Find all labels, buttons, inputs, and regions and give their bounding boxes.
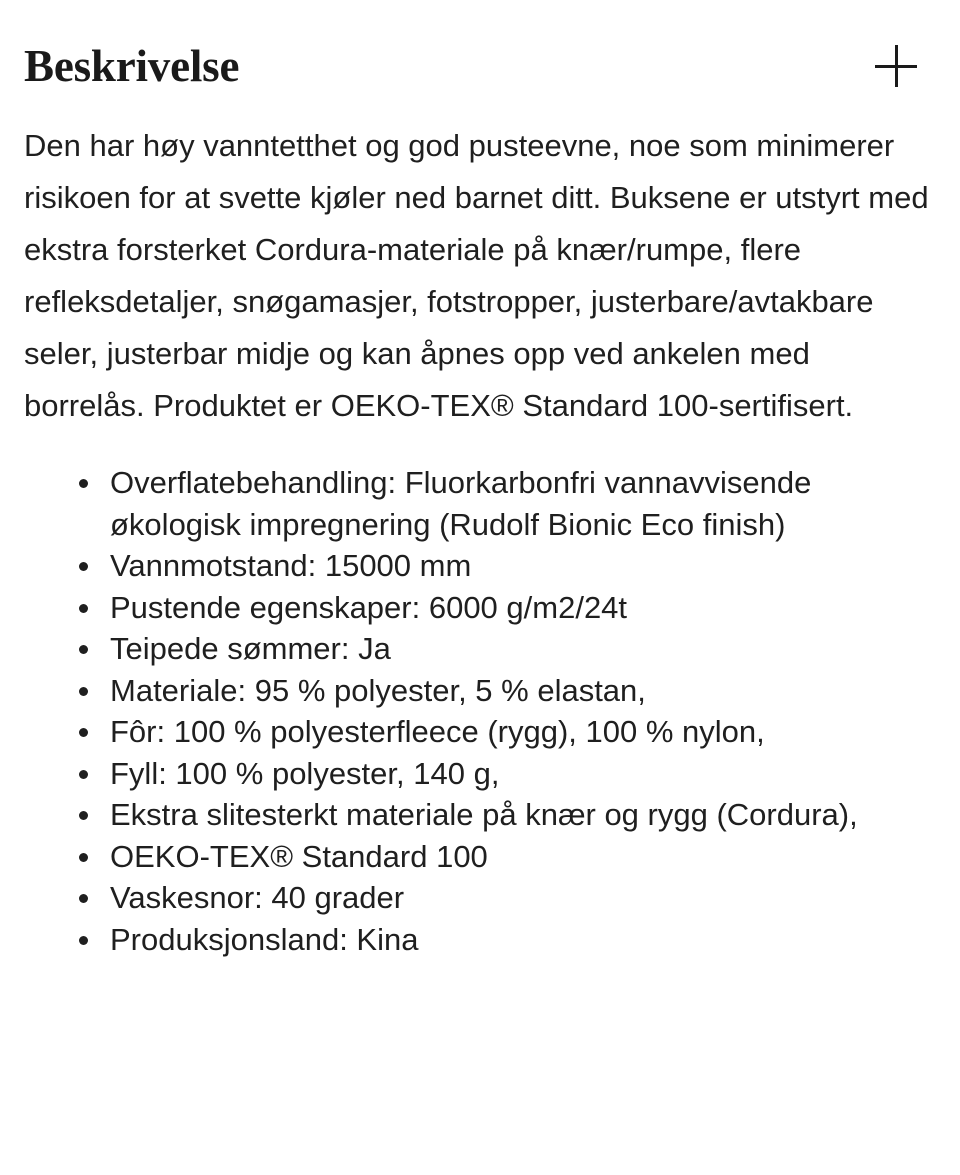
list-item <box>24 628 936 670</box>
list-item <box>24 545 936 587</box>
list-item-label: Overflatebehandling: Fluorkarbonfri vannavvisende økologisk impregnering (Rudolf Bionic Eco finish) <box>110 465 812 542</box>
bullet-icon <box>79 770 88 779</box>
list-item-label: Ekstra slitesterkt materiale på knær og rygg (Cordura), <box>110 797 858 832</box>
list-item-label: Teipede sømmer: Ja <box>110 631 391 666</box>
list-item-label: Produksjonsland: Kina <box>110 921 419 957</box>
list-item-label: OEKO-TEX® Standard 100 <box>110 838 488 874</box>
bullet-icon <box>79 645 88 654</box>
bullet-icon <box>79 728 88 737</box>
description-paragraphs <box>24 120 936 432</box>
bullet-icon <box>79 894 88 903</box>
list-item <box>24 670 936 712</box>
page-title: Beskrivelse <box>24 40 240 91</box>
accordion-header-beskrivelse[interactable] <box>24 0 936 118</box>
list-item-label: Vannmotstand: 15000 mm <box>110 548 472 583</box>
bullet-icon <box>79 811 88 820</box>
bullet-icon <box>79 479 88 488</box>
description-paragraph: Den har høy vanntetthet og god pusteevne, noe som minimerer risikoen for at svette kjøler ned barnet ditt. Buksene er utstyrt med ekstra forsterket Cordura-materiale på knær/rumpe, flere refleksdetaljer, snøgamasjer, fotstropper, justerbare/avtakbare seler, justerbar midje og kan åpnes opp ved ankelen med borrelås. Produktet er OEKO-TEX® Standard 100-sertifisert. <box>24 128 929 423</box>
list-item <box>24 587 936 629</box>
list-item-label: Vaskesnor: 40 grader <box>110 880 405 915</box>
accordion-toggle-button[interactable] <box>868 38 924 94</box>
bullet-icon <box>79 687 88 696</box>
bullet-icon <box>79 604 88 613</box>
list-item <box>24 753 936 795</box>
list-item-label: Fôr: 100 % polyesterfleece (rygg), 100 % nylon, <box>110 714 765 749</box>
list-item-label: Fyll: 100 % polyester, 140 g, <box>110 755 500 791</box>
list-item <box>24 462 936 545</box>
accordion-content <box>24 118 936 960</box>
list-item-label: Pustende egenskaper: 6000 g/m2/24t <box>110 589 628 625</box>
bullet-icon <box>79 562 88 571</box>
list-item <box>24 836 936 878</box>
list-item <box>24 877 936 919</box>
bullet-icon <box>79 853 88 862</box>
list-item-label: Materiale: 95 % polyester, 5 % elastan, <box>110 672 646 708</box>
plus-icon <box>875 45 917 87</box>
list-item <box>24 711 936 753</box>
specification-list <box>24 462 936 960</box>
list-item <box>24 794 936 836</box>
bullet-icon <box>79 936 88 945</box>
list-item <box>24 919 936 961</box>
